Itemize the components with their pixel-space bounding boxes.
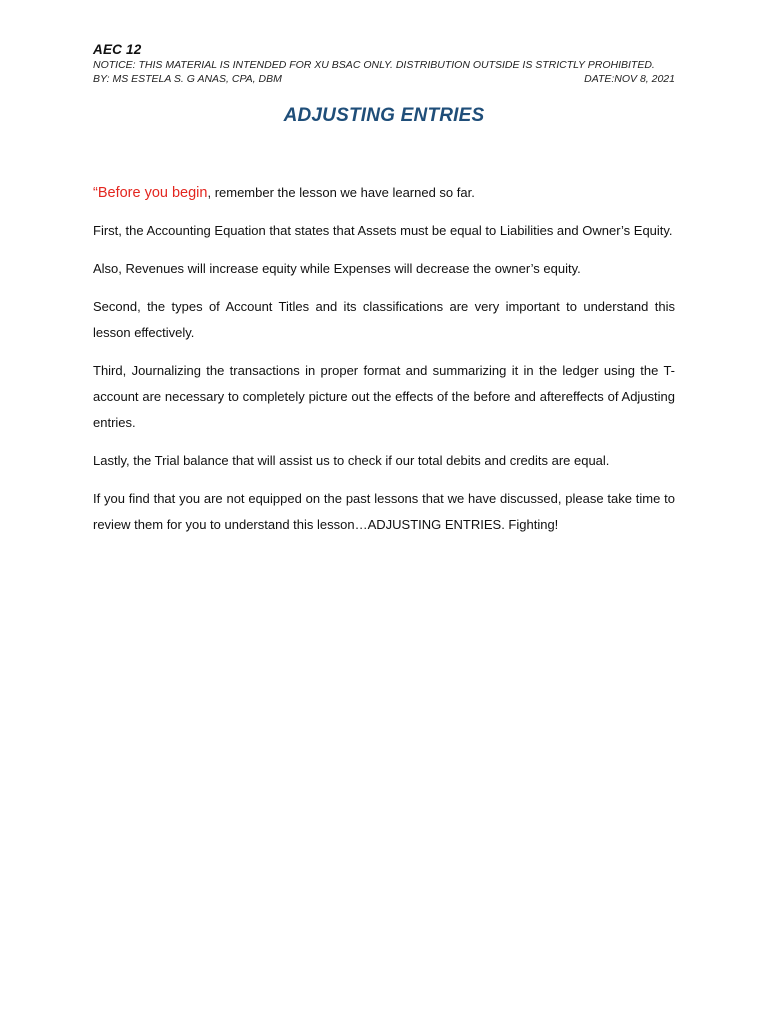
paragraph-journalizing: Third, Journalizing the transactions in proper format and summarizing it in the ledger using the T-account are necessary to completely picture out the effects of the before and aftereffects of Adjusting entries. [93, 363, 675, 430]
author-line: BY: MS ESTELA S. G ANAS, CPA, DBM [93, 73, 282, 85]
paragraph-trial-balance: Lastly, the Trial balance that will assist us to check if our total debits and credits are equal. [93, 453, 610, 468]
byline-row [93, 72, 675, 86]
document-header [93, 42, 675, 86]
page-title: ADJUSTING ENTRIES [283, 105, 485, 126]
paragraph-account-titles: Second, the types of Account Titles and its classifications are very important to understand this lesson effectively. [93, 299, 675, 340]
paragraph-accounting-equation: First, the Accounting Equation that states that Assets must be equal to Liabilities and Owner’s Equity. [93, 223, 673, 238]
course-code: AEC 12 [93, 42, 142, 57]
intro-paragraph [93, 180, 675, 206]
distribution-notice: NOTICE: THIS MATERIAL IS INTENDED FOR XU BSAC ONLY. DISTRIBUTION OUTSIDE IS STRICTLY PROHIBITED. [93, 59, 655, 71]
date-line: DATE:NOV 8, 2021 [584, 73, 675, 85]
intro-highlight: “Before you begin [93, 185, 208, 201]
paragraph-revenues-expenses: Also, Revenues will increase equity while Expenses will decrease the owner’s equity. [93, 261, 581, 276]
document-body [93, 180, 675, 550]
paragraph-review-reminder: If you find that you are not equipped on the past lessons that we have discussed, please take time to review them for you to understand this lesson…ADJUSTING ENTRIES. Fighting! [93, 491, 675, 532]
intro-rest: , remember the lesson we have learned so far. [207, 185, 475, 200]
